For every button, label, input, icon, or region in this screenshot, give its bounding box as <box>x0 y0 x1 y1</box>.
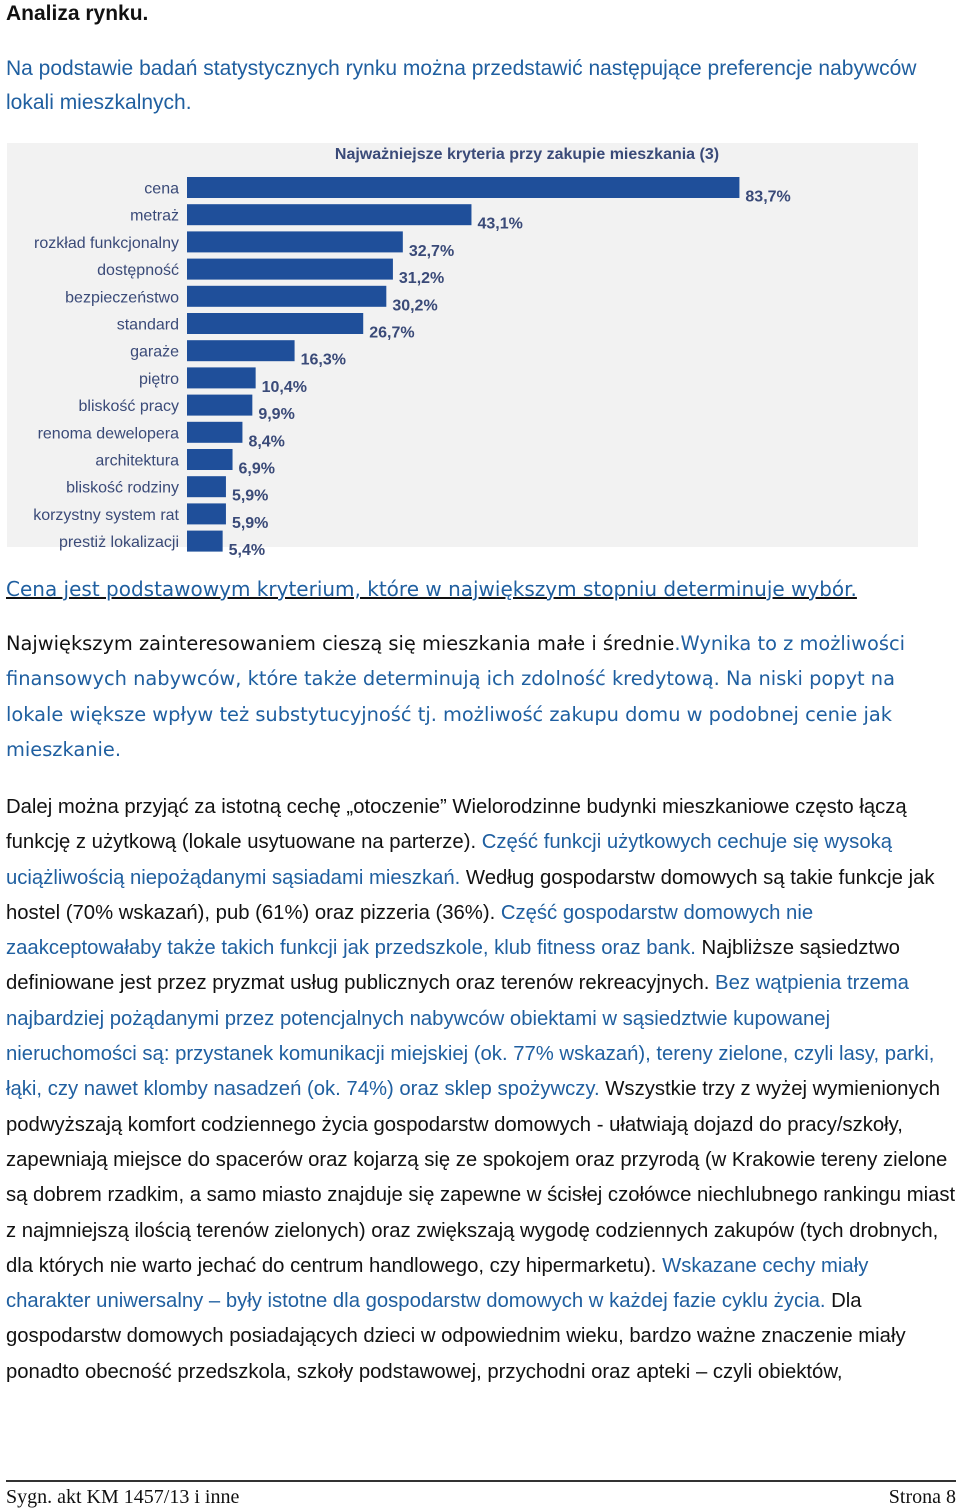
bar <box>187 177 739 198</box>
bar <box>187 286 386 307</box>
surroundings-text-2: Część funkcji użytkowych cechuje się wysoką uciążliwością niepożądanymi sąsiadami mieszkań. <box>6 831 893 889</box>
paragraph-size <box>6 626 952 768</box>
category-label: prestiż lokalizacji <box>58 534 179 552</box>
bar <box>187 204 471 225</box>
category-label: bezpieczeństwo <box>65 289 179 307</box>
value-label: 5,9% <box>231 487 269 505</box>
value-label: 43,1% <box>477 215 523 233</box>
paragraph-size-black: Największym zainteresowaniem cieszą się mieszkania małe i średnie <box>6 632 675 655</box>
bar-chart <box>7 143 918 560</box>
value-label: 8,4% <box>248 433 285 451</box>
category-label: architektura <box>95 452 179 470</box>
bar <box>187 503 226 524</box>
category-label: metraż <box>130 207 179 225</box>
value-label: 30,2% <box>392 297 438 315</box>
bar <box>187 476 226 497</box>
page-heading: Analiza rynku. <box>6 2 149 25</box>
chart-title: Najważniejsze kryteria przy zakupie mieszkania (3) <box>334 146 720 163</box>
footer-page-number: Strona 8 <box>888 1486 956 1508</box>
surroundings-text-5: Najbliższe sąsiedztwo definiowane jest przez pryzmat usług publicznych oraz terenów rekreacyjnych. <box>6 937 900 995</box>
surroundings-text-8: Wskazane cechy miały charakter uniwersalny – były istotne dla gospodarstw domowych w każdej fazie cyklu życia. <box>6 1254 869 1313</box>
surroundings-text-7: Wszystkie trzy z wyżej wymienionych podwyższają komfort codziennego życia gospodarstw domowych - ułatwiają dojazd do pracy/szkoły, zapewniają miejsce do spacerów oraz kojarzą się ze spokojem oraz przyrodą (w Krakowie tereny zielone są dobrem rzadkim, a samo miasto znajduje się zapewne w ścisłej czołówce niechlubnego rankingu miast z najmniejszą ilością terenów zielonych) oraz zwiększają wygodę codziennych zakupów (tych drobnych, dla których nie warto jechać do centrum handlowego, czy hipermarketu). <box>6 1078 956 1277</box>
bar <box>187 367 256 388</box>
surroundings-text-3: Według gospodarstw domowych są takie funkcje jak hostel (70% wskazań), pub (61%) oraz pizzeria (36%). <box>6 866 935 924</box>
category-label: cena <box>144 180 179 198</box>
surroundings-text-4: Część gospodarstw domowych nie zaakceptowałaby także takich funkcji jak przedszkole, klub fitness oraz bank. <box>6 901 814 960</box>
footer-case-number: Sygn. akt KM 1457/13 i inne <box>6 1486 240 1508</box>
category-label: renoma dewelopera <box>37 425 179 443</box>
bar <box>187 231 403 252</box>
surroundings-text-6: Bez wątpienia trzema najbardziej pożądanymi przez potencjalnych nabywców obiektami w sąsiedztwie kupowanej nieruchomości są: przystanek komunikacji miejskiej (ok. 77% wskazań), tereny zielone, czyli lasy, parki, łąki, czy nawet klomby nasadzeń (ok. 74%) oraz sklep spożywczy. <box>6 972 935 1101</box>
bar <box>187 259 393 280</box>
paragraph-size-blue: .Wynika to z możliwości finansowych nabywców, które także determinują ich zdolność kredytową. Na niski popyt na lokale większe wpływ też substytucyjność tj. możliwość zakupu domu w podobnej cenie jak mieszkanie. <box>6 632 906 762</box>
paragraph-surroundings <box>6 790 956 1390</box>
bar <box>187 422 242 443</box>
value-label: 5,4% <box>228 542 266 560</box>
category-label: standard <box>116 316 179 334</box>
bar <box>187 395 252 416</box>
intro-paragraph: Na podstawie badań statystycznych rynku można przedstawić następujące preferencje nabywców lokali mieszkalnych. <box>6 57 917 114</box>
paragraph-price-text: Cena jest podstawowym kryterium, które w największym stopniu determinuje wybór. <box>6 577 857 601</box>
value-label: 31,2% <box>398 270 445 288</box>
category-label: rozkład funkcjonalny <box>34 234 179 252</box>
bar <box>187 313 363 334</box>
value-label: 6,9% <box>238 460 276 478</box>
bar <box>187 531 223 552</box>
value-label: 16,3% <box>300 351 346 369</box>
bar <box>187 340 295 361</box>
surroundings-text-1: Dalej można przyjąć za istotną cechę „otoczenie” Wielorodzinne budynki mieszkaniowe często łączą funkcję z użytkową (lokale usytuowane na parterze). <box>6 796 907 854</box>
value-label: 32,7% <box>408 242 455 260</box>
category-label: garaże <box>130 343 179 361</box>
value-label: 83,7% <box>745 188 791 206</box>
paragraph-price <box>6 574 946 604</box>
value-label: 5,9% <box>231 514 269 532</box>
bar <box>187 449 233 470</box>
footer-divider <box>6 1480 956 1482</box>
category-label: bliskość pracy <box>78 398 179 416</box>
value-label: 26,7% <box>369 324 415 342</box>
value-label: 9,9% <box>258 406 295 424</box>
category-label: bliskość rodziny <box>66 479 179 497</box>
value-label: 10,4% <box>261 378 308 396</box>
category-label: dostępność <box>97 262 179 280</box>
category-label: korzystny system rat <box>33 506 179 524</box>
surroundings-text-9: Dla gospodarstw domowych posiadających dzieci w odpowiednim wieku, bardzo ważne znaczenie miały ponadto obecność przedszkola, szkoły podstawowej, przychodni oraz apteki – czyli obiektów, <box>6 1290 906 1383</box>
category-label: piętro <box>138 370 179 388</box>
